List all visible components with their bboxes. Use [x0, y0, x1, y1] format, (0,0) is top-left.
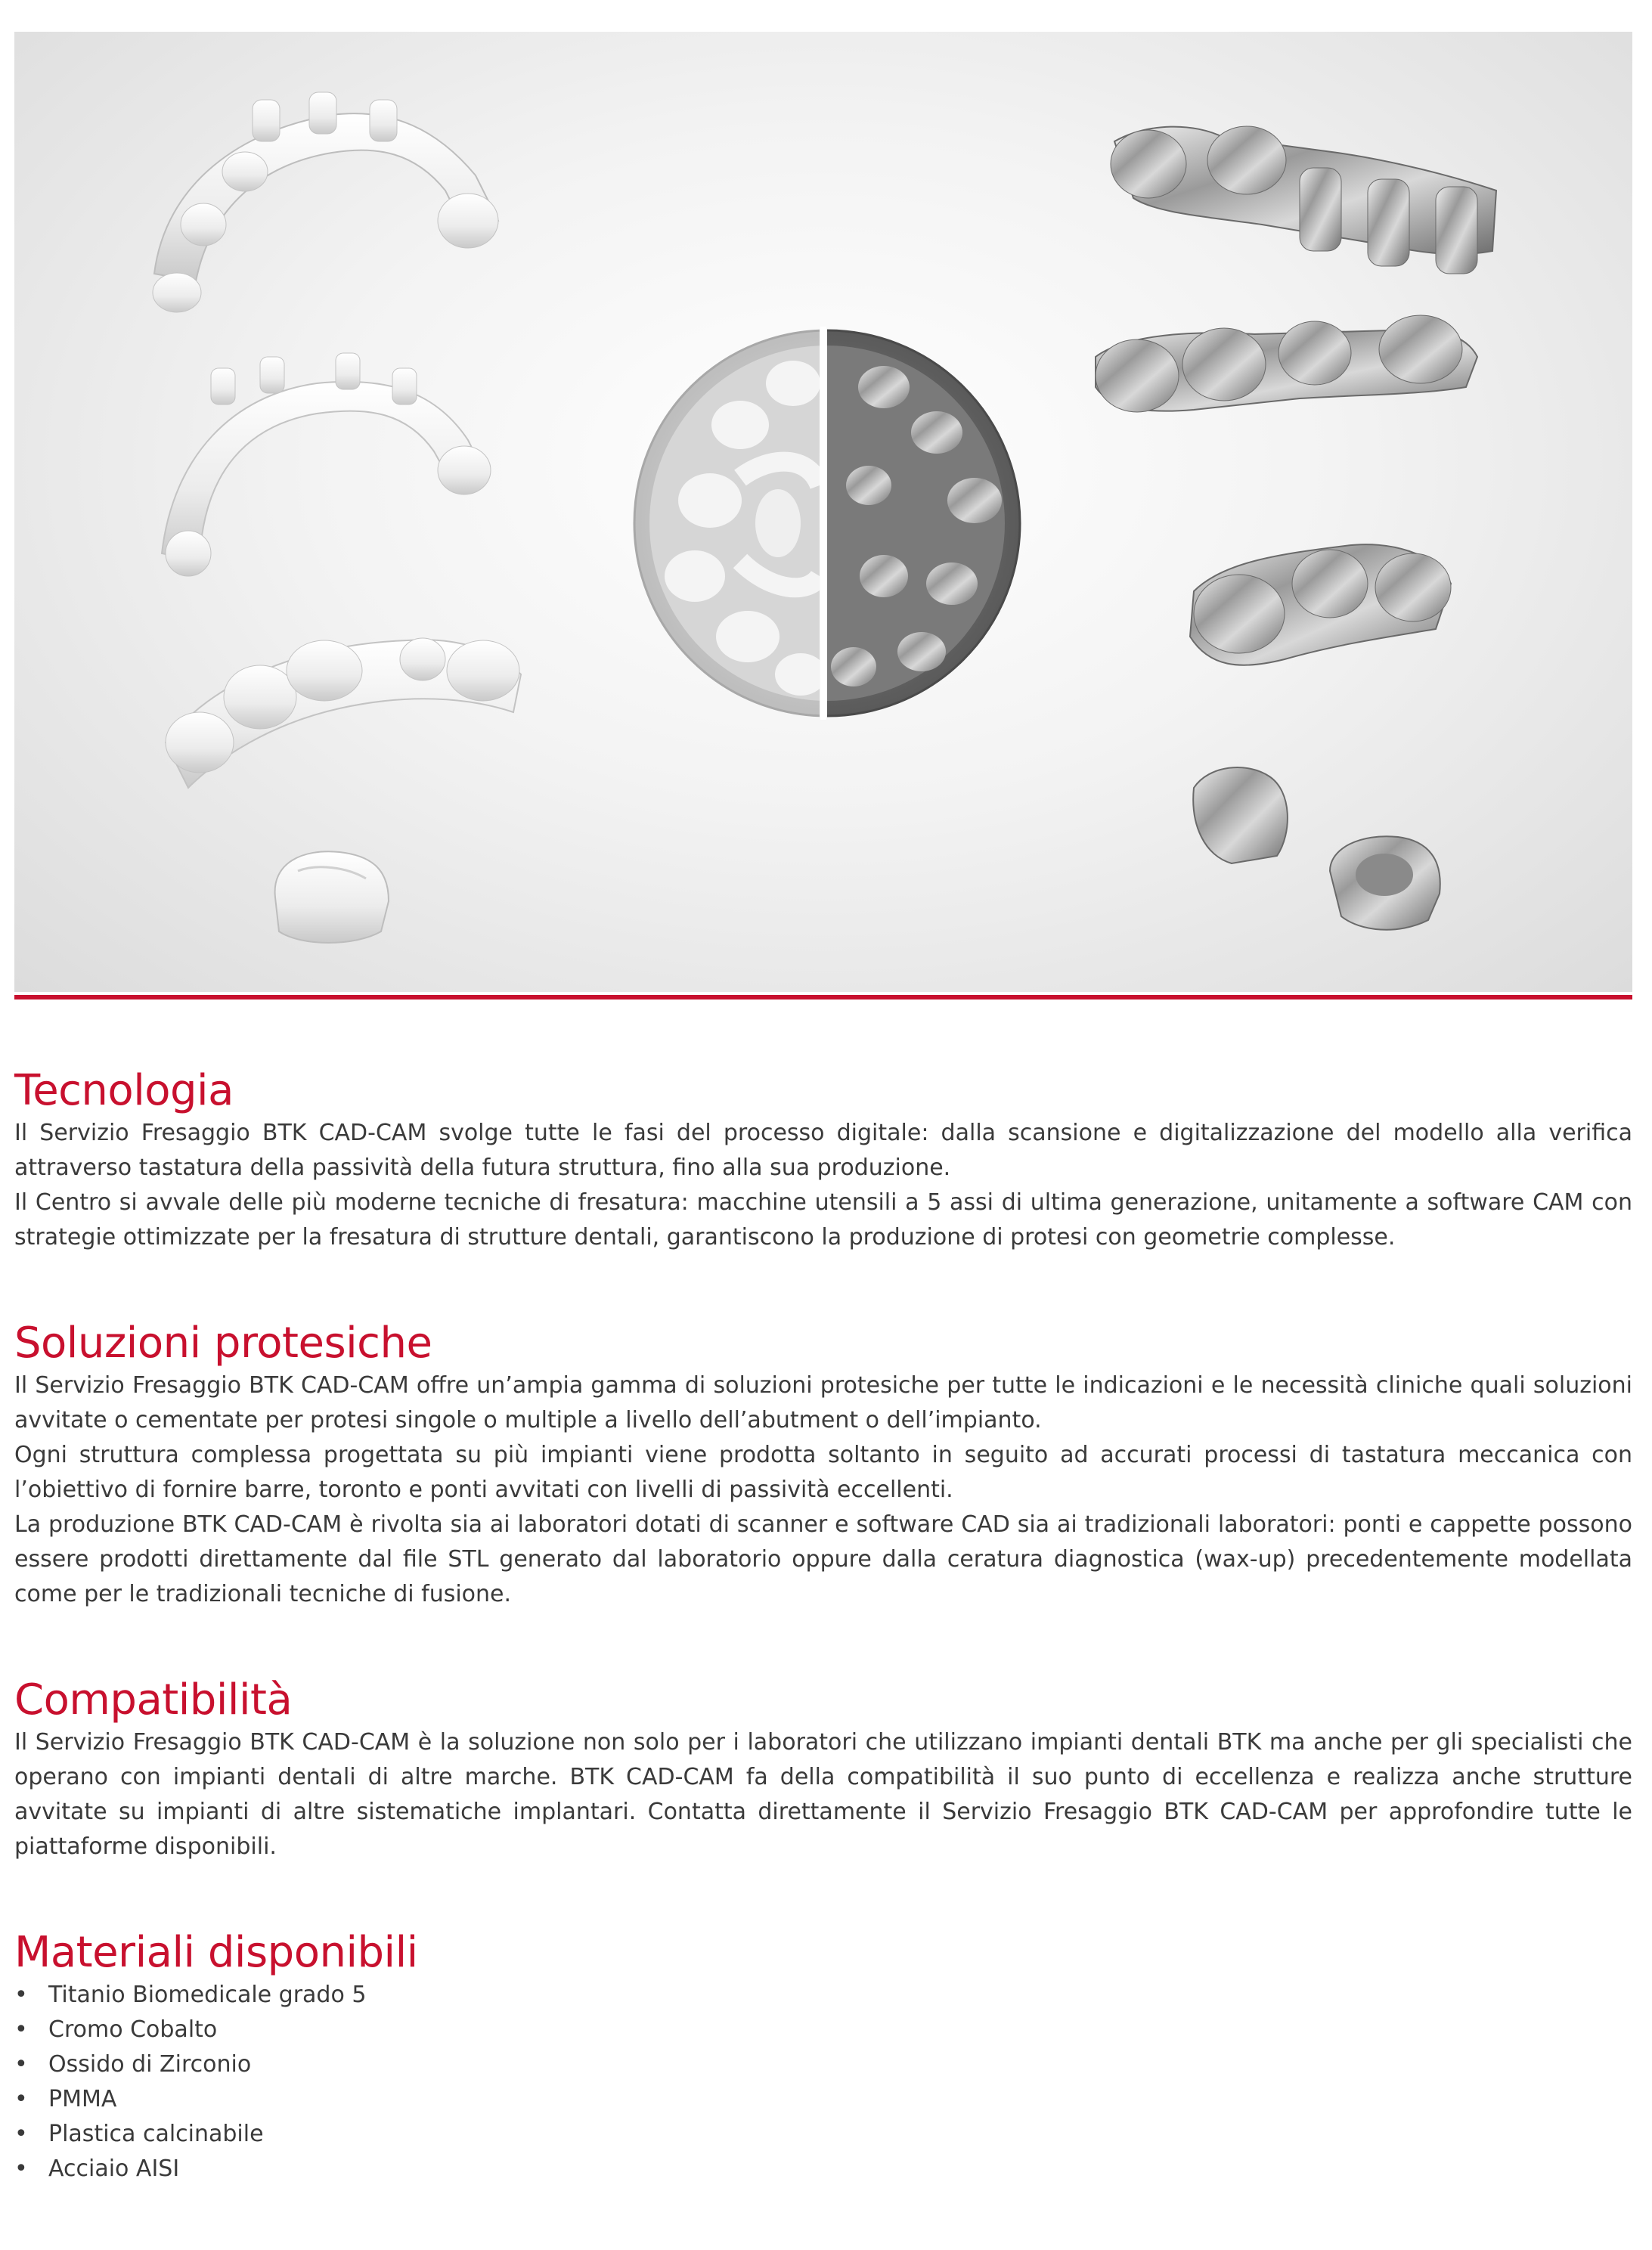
bullet-icon: • — [14, 2086, 28, 2112]
list-item: • Plastica calcinabile — [14, 2117, 1632, 2152]
section-title-tecnologia: Tecnologia — [14, 1066, 234, 1115]
metal-bridge-framework — [1096, 315, 1477, 412]
metal-arch-framework — [1111, 126, 1496, 274]
section-materiali-disponibili — [14, 1928, 1632, 2186]
section-compatibilita — [14, 1675, 1632, 1864]
materials-list — [14, 1978, 1632, 2186]
paragraph: Il Servizio Fresaggio BTK CAD-CAM offre un’ampia gamma di soluzioni protesiche per tutte le indicazioni e le necessità cliniche quali soluzioni avvitate o cementate per protesi singole o multiple a livello dell’abutment o dell’impianto. — [14, 1372, 1632, 1433]
zirconia-single-crown — [275, 851, 389, 943]
section-soluzioni-protesiche — [14, 1319, 1632, 1612]
bullet-icon: • — [14, 2121, 28, 2147]
paragraph: La produzione BTK CAD-CAM è rivolta sia ai laboratori dotati di scanner e software CAD sia ai tradizionali laboratori: ponti e cappette possono essere prodotti direttamente dal file STL generato dal laboratorio oppure dalla ceratura diagnostica (wax-up) precedentemente modellata come per le tradizionali tecniche di fusione. — [14, 1511, 1632, 1607]
content — [14, 1066, 1632, 2250]
red-divider — [14, 995, 1632, 999]
metal-single-crowns — [1193, 767, 1440, 930]
milling-disc — [634, 327, 1020, 720]
bullet-icon: • — [14, 2051, 28, 2078]
zirconia-arch-bridge — [153, 92, 498, 312]
section-title-materiali-disponibili: Materiali disponibili — [14, 1928, 418, 1977]
section-title-soluzioni-protesiche: Soluzioni protesiche — [14, 1319, 432, 1368]
list-item: • PMMA — [14, 2082, 1632, 2117]
paragraph: Il Servizio Fresaggio BTK CAD-CAM svolge tutte le fasi del processo digitale: dalla scansione e digitalizzazione del modello alla verifica attraverso tastatura della passività della futura struttura, fino alla sua produzione. — [14, 1120, 1632, 1181]
bullet-icon: • — [14, 2016, 28, 2043]
section-title-compatibilita: Compatibilità — [14, 1675, 293, 1725]
paragraph: Il Servizio Fresaggio BTK CAD-CAM è la soluzione non solo per i laboratori che utilizzano impianti dentali BTK ma anche per gli specialisti che operano con impianti dentali di altre marche. BTK CAD-CAM fa della compatibilità il suo punto di eccellenza e realizza anche strutture avvitate su impianti di altre sistematiche implantari. Contatta direttamente il Servizio Fresaggio BTK CAD-CAM per approfondire tutte le piattaforme disponibili. — [14, 1729, 1632, 1860]
hero-photo — [14, 32, 1632, 992]
metal-partial-bridge — [1190, 544, 1451, 665]
paragraph: Ogni struttura complessa progettata su più impianti viene prodotta soltanto in seguito ad accurati processi di tastatura meccanica con l’obiettivo di fornire barre, toronto e ponti avvitati con livelli di passività eccellenti. — [14, 1442, 1632, 1503]
list-item: • Cromo Cobalto — [14, 2013, 1632, 2047]
zirconia-bridge-on-abutments — [162, 353, 491, 576]
list-item: • Titanio Biomedicale grado 5 — [14, 1978, 1632, 2013]
bullet-icon: • — [14, 2155, 28, 2182]
section-tecnologia — [14, 1066, 1632, 1255]
list-item: • Ossido di Zirconio — [14, 2047, 1632, 2082]
zirconia-partial-bridge — [166, 638, 521, 788]
list-item: • Acciaio AISI — [14, 2152, 1632, 2186]
bullet-icon: • — [14, 1982, 28, 2008]
paragraph: Il Centro si avvale delle più moderne tecniche di fresatura: macchine utensili a 5 assi di ultima generazione, unitamente a software CAM con strategie ottimizzate per la fresatura di strutture dentali, garantiscono la produzione di protesi con geometrie complesse. — [14, 1189, 1632, 1251]
